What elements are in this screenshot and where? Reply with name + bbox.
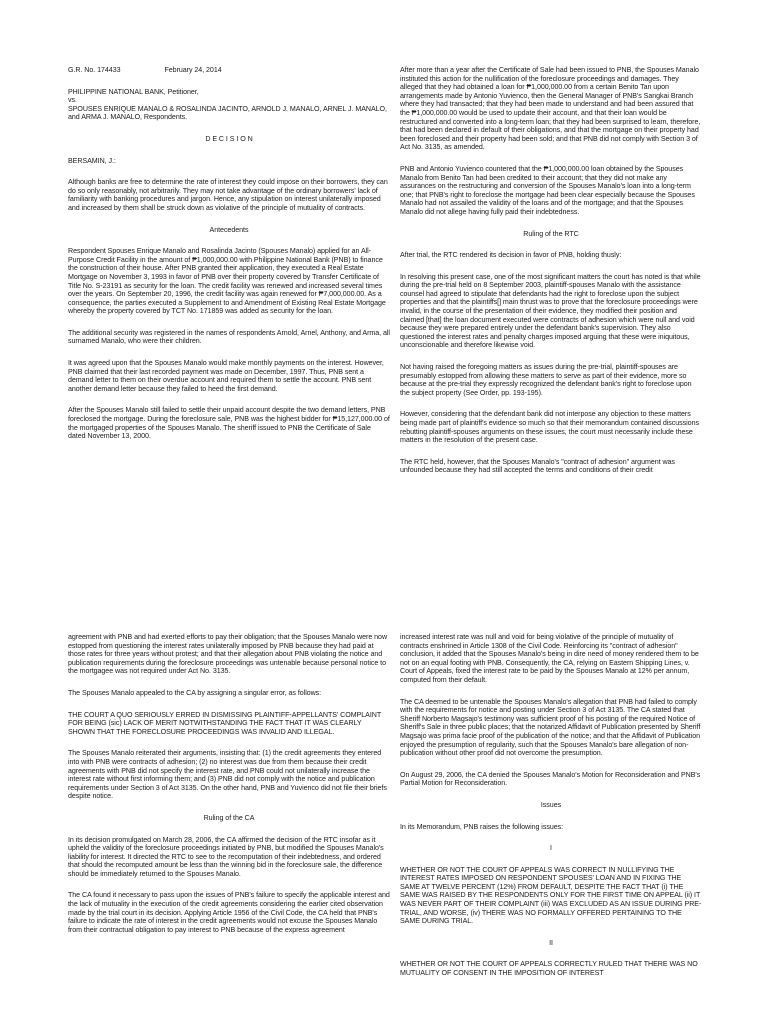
case-date: February 24, 2014 — [164, 66, 222, 74]
ca-heading: Ruling of the CA — [203, 813, 255, 822]
petitioner: PHILIPPINE NATIONAL BANK, Petitioner, — [68, 87, 199, 96]
paragraph: The Spouses Manalo appealed to the CA by assigning a singular error, as follows: — [68, 688, 322, 697]
paragraph: The CA deemed to be untenable the Spouses Manalo's allegation that PNB had failed to comply with the requirements for notice and posting under Section 3 of Act 3135. The CA stated that Sheriff Norberto Magsajo's testimony was sufficient proof of his posting of the required Notice of Sheriff's Sale in three public places; that the notarized Affidavit of Publication presented by Sheriff Magsajo was prima facie proof of the publication of the notice; and that the Affidavit of Publication enjoyed the presumption of regularity, such that the Spouses Manalo's bare allegation of non-publication without other proof did not overcome the presumption. — [400, 697, 701, 758]
paragraph: The RTC held, however, that the Spouses Manalo's "contract of adhesion" argument was unfounded because they had still accepted the terms and conditions of their credit — [400, 457, 675, 475]
paragraph: The CA found it necessary to pass upon the issues of PNB's failure to specify the applicable interest and the lack of mutuality in the execution of the credit agreements considering the earlier cited observation made by the trial court in its decision. Applying Article 1956 of the Civil Code, the CA held that PNB's failure to indicate the rate of interest in the credit agreements would not excuse the Spouses Manalo from their contractual obligation to pay interest to PNB because of the express agreement — [68, 891, 390, 934]
paragraph: After trial, the RTC rendered its decision in favor of PNB, holding thusly: — [400, 251, 622, 260]
case-header — [68, 66, 390, 75]
paragraph: In its decision promulgated on March 28, 2006, the CA affirmed the decision of the RTC insofar as it upheld the validity of the foreclosure proceedings initiated by PNB, but modified the Spouses Manalo's liability for interest. It directed the RTC to see to the recomputation of their indebtedness, and ordered that should the recomputed amount be less than the winning bid in the foreclosure sale, the difference should be immediately returned to the Spouses Manalo. — [68, 835, 384, 878]
quoted-paragraph: Not having raised the foregoing matters as issues during the pre-trial, plaintiff-spouses are presumably estopped from allowing these matters to serve as part of their evidence, more so because at the pre-trial they expressly recognized the defendant bank's right to foreclose upon the subject property (See Order, pp. 193-195). — [400, 363, 692, 397]
paragraph: The Spouses Manalo reiterated their arguments, insisting that: (1) the credit agreements they entered into with PNB were contracts of adhesion; (2) no interest was due from them because their credit agreements with PNB did not specify the interest rate, and PNB could not unilaterally increase the interest rate without first informing them; and (3) PNB did not comply with the notice and publication requirements under Section 3 of Act 3135. On the other hand, PNB and Yuvienco did not file their briefs despite notice. — [68, 749, 387, 801]
issue-text: WHETHER OR NOT THE COURT OF APPEALS CORRECTLY RULED THAT THERE WAS NO MUTUALITY OF CONSENT IN THE IMPOSITION OF INTEREST — [400, 960, 698, 978]
rtc-heading: Ruling of the RTC — [523, 229, 579, 238]
respondents: SPOUSES ENRIQUE MANALO & ROSALINDA JACINTO, ARNOLD J. MANALO, ARNEL J. MANALO, and ARMA J. MANALO, Respondents. — [68, 104, 387, 122]
antecedents-heading: Antecedents — [209, 225, 249, 234]
ponente: BERSAMIN, J.: — [68, 156, 116, 165]
bottom-right-column — [400, 633, 702, 991]
paragraph: It was agreed upon that the Spouses Manalo would make monthly payments on the interest. However, PNB claimed that their last recorded payment was made on December, 1997. Thus, PNB sent a demand letter to them on their overdue account and required them to settle the account. PNB sent another demand letter because they failed to heed the first demand. — [68, 359, 384, 393]
paragraph: Respondent Spouses Enrique Manalo and Rosalinda Jacinto (Spouses Manalo) applied for an All-Purpose Credit Facility in the amount of ₱1,000,000.00 with Philippine National Bank (PNB) to finance the construction of their house. After PNB granted their application, they executed a Real Estate Mortgage on November 3, 1993 in favor of PNB over their property covered by Transfer Certificate of Title No. S-23191 as security for the loan. The credit facility was renewed and increased several times over the years. On September 20, 1996, the credit facility was again renewed for ₱7,000,000.00. As a consequence, the parties executed a Supplement to and Amendment of Existing Real Estate Mortgage whereby the property covered by TCT No. 171859 was added as security for the loan. — [68, 247, 386, 316]
case-number: G.R. No. 174433 — [68, 66, 121, 74]
paragraph: On August 29, 2006, the CA denied the Spouses Manalo's Motion for Reconsideration and PNB's Partial Motion for Reconsideration. — [400, 770, 701, 788]
decision-title: D E C I S I O N — [205, 134, 253, 143]
intro-paragraph: Although banks are free to determine the rate of interest they could impose on their borrowers, they can do so only reasonably, not arbitrarily. They may not take advantage of the ordinary borrowers' lack of familiarity with banking procedures and jargon. Hence, any stipulation on interest unilaterally imposed and increased by them shall be struck down as violative of the principle of mutuality of contracts. — [68, 178, 388, 212]
top-left-column — [68, 66, 390, 454]
issue-text: WHETHER OR NOT THE COURT OF APPEALS WAS CORRECT IN NULLIFYING THE INTEREST RATES IMPOSED ON RESPONDENT SPOUSES' LOAN AND IN FIXING THE SAME AT TWELVE PERCENT (12%) FROM DEFAULT, DESPITE THE FACT THAT (i) THE SAME WAS RAISED BY THE RESPONDENTS ONLY FOR THE FIRST TIME ON APPEAL (ii) IT WAS NEVER PART OF THEIR COMPLAINT (iii) WAS EXCLUDED AS AN ISSUE DURING PRE-TRIAL, AND WORSE, (iv) THERE WAS NO FORMALLY OFFERED PERTAINING TO THE SAME DURING TRIAL. — [400, 865, 702, 926]
paragraph: The additional security was registered in the names of respondents Arnold, Arnel, Anthony, and Arma, all surnamed Manalo, who were their children. — [68, 328, 390, 346]
top-right-column — [400, 66, 702, 488]
paragraph: agreement with PNB and had exerted efforts to pay their obligation; that the Spouses Manalo were now estopped from questioning the interest rates unilaterally imposed by PNB because they had paid at those rates for three years without protest; and that their allegation about PNB violating the notice and publication requirements during the foreclosure proceedings was untenable because personal notice to the mortgagee was not required under Act No. 3135. — [68, 633, 388, 676]
case-parties — [68, 88, 390, 122]
quoted-paragraph: In resolving this present case, one of the most significant matters the court has noted is that while during the pre-trial held on 8 September 2003, plaintiff-spouses Manalo with the assistance counsel had agreed to stipulate that defendants had the right to foreclose upon the subject properties and that the plaintiffs[] main thrust was to prove that the foreclosure proceedings were invalid, in the course of the presentation of their evidence, they modified their position and claimed [that] the loan document executed were contracts of adhesion which were null and void because they were prepared entirely under the defendant bank's supervision. They also questioned the interest rates and penalty charges imposed arguing that these were iniquitous, unconscionable and therefore likewise void. — [400, 272, 701, 350]
versus: vs. — [68, 96, 77, 105]
quoted-paragraph: However, considering that the defendant bank did not interpose any objection to these matters being made part of plaintiff's evidence so much so that their memorandum contained discussions rebutting plaintiff-spouses arguments on these issues, the court must necessarily include these matters in the resolution of the present case. — [400, 410, 699, 445]
assigned-error: THE COURT A QUO SERIOUSLY ERRED IN DISMISSING PLAINTIFF-APPELLANTS' COMPLAINT FOR BEING (sic) LACK OF MERIT NOTWITHSTANDING THE FACT THAT IT WAS CLEARLY SHOWN THAT THE FORECLOSURE PROCEEDINGS WAS INVALID AND ILLEGAL. — [68, 710, 381, 736]
paragraph: In its Memorandum, PNB raises the following issues: — [400, 822, 564, 831]
paragraph: increased interest rate was null and void for being violative of the principle of mutuality of contracts enshrined in Article 1308 of the Civil Code. Reinforcing its "contract of adhesion" conclusion, it added that the Spouses Manalo's being in dire need of money rendered them to be not on an equal footing with PNB. Consequently, the CA, relying on Eastern Shipping Lines, v. Court of Appeals, fixed the interest rate to be paid by the Spouses Manalo at 12% per annum, computed from their default. — [400, 633, 699, 684]
issue-number: I — [550, 844, 552, 853]
paragraph: PNB and Antonio Yuvienco countered that the ₱1,000,000.00 loan obtained by the Spouses Manalo from Benito Tan had been credited to their account; that they did not make any assurances on the restructuring and conversion of the Spouses Manalo's loan into a long-term one; that PNB's right to foreclose the mortgage had been clear especially because the Spouses Manalo had not assailed the validity of the loans and of the mortgage; and that the Spouses Manalo did not allege having fully paid their indebtedness. — [400, 164, 695, 216]
paragraph: After the Spouses Manalo still failed to settle their unpaid account despite the two demand letters, PNB foreclosed the mortgage. During the foreclosure sale, PNB was the highest bidder for ₱15,127,000.00 of the mortgaged properties of the Spouses Manalo. The sheriff issued to PNB the Certificate of Sale dated November 13, 2000. — [68, 406, 390, 441]
issues-heading: Issues — [540, 800, 562, 809]
paragraph: After more than a year after the Certificate of Sale had been issued to PNB, the Spouses Manalo instituted this action for the nullification of the foreclosure proceedings and damages. They alleged that they had obtained a loan for ₱1,000,000.00 from a certain Benito Tan upon arrangements made by Antonio Yuvienco, then the General Manager of PNB's Sangkai Branch where they had transacted; that they had been made to understand and had been assured that the ₱1,000,000.00 would be used to update their account, and that their loan would be restructured and converted into a long-term loan; that they had been surprised to learn, therefore, that had been declared in default of their obligations, and that the mortgage on their property had been foreclosed and their property had been sold; and that PNB did not comply with Section 3 of Act No. 3135, as amended. — [400, 66, 701, 152]
issue-number: II — [549, 938, 553, 947]
bottom-left-column — [68, 633, 390, 947]
